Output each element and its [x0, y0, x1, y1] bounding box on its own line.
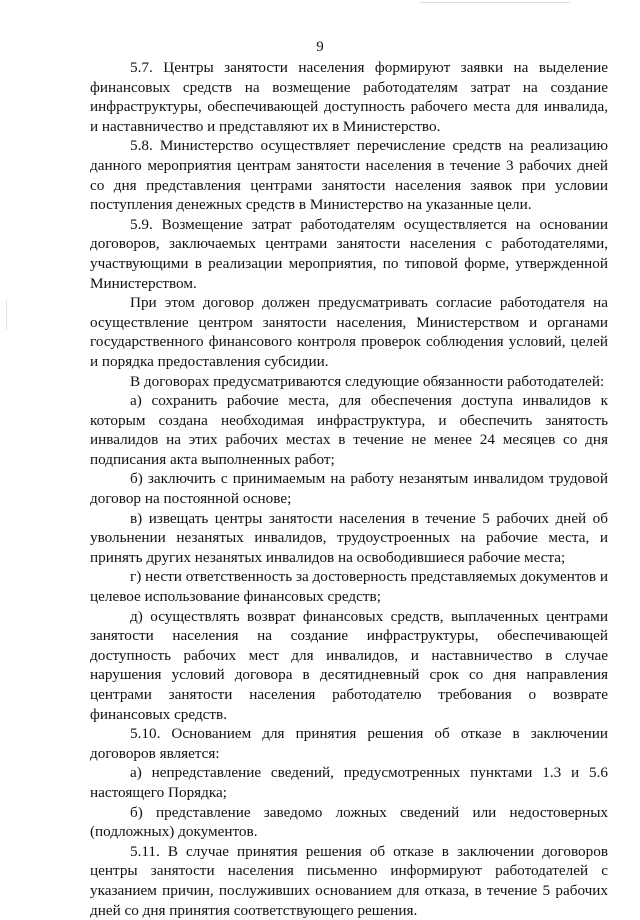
- list-item-a: а) сохранить рабочие места, для обеспечения доступа инвалидов к которым создана необходимая инфраструктура, и обеспечить занятость инвалидов на этих рабочих местах в течение не менее 24 месяцев со дня подписания акта выполненных работ;: [90, 392, 608, 468]
- list-item-b: б) заключить с принимаемым на работу незанятым инвалидом трудовой договор на постоянной основе;: [90, 470, 608, 508]
- paragraph-5-11: 5.11. В случае принятия решения об отказе в заключении договоров центры занятости населения письменно информируют работодателей с указанием причин, послуживших основанием для отказа, в течение 5 рабочих дней со дня принятия соответствующего решения.: [90, 842, 608, 919]
- refusal-reason-b: б) представление заведомо ложных сведений или недостоверных (подложных) документов.: [90, 803, 608, 841]
- paragraph-5-9: 5.9. Возмещение затрат работодателям осуществляется на основании договоров, заключаемых центрами занятости населения с работодателями, участвующими в реализации мероприятия, по типовой форме, утвержденной Министерством.: [90, 215, 608, 292]
- list-item-g: г) нести ответственность за достоверность представляемых документов и целевое использование финансовых средств;: [90, 568, 608, 606]
- paragraph-5-7: 5.7. Центры занятости населения формируют заявки на выделение финансовых средств на возмещение работодателям затрат на создание инфраструктуры, обеспечивающей доступность рабочего места для инвалида, и наставничество и представляют их в Министерство.: [90, 59, 608, 135]
- paragraph-5-8: 5.8. Министерство осуществляет перечисление средств на реализацию данного мероприятия центрам занятости населения в течение 3 рабочих дней со дня представления центрами занятости населения заявок при условии поступления денежных средств в Министерство на указанные цели.: [90, 137, 608, 214]
- paragraph-obligations-intro: В договорах предусматриваются следующие обязанности работодателей:: [130, 372, 605, 390]
- list-item-d: д) осуществлять возврат финансовых средств, выплаченных центрами занятости населения на создание инфраструктуры, обеспечивающей доступность рабочих мест для инвалидов, и наставничество в случае нарушения условий договора в десятидневный срок со дня направления центрами занятости населения работодателю требования о возврате финансовых средств.: [90, 607, 608, 723]
- scan-artifact-top: [420, 2, 570, 3]
- list-item-v: в) извещать центры занятости населения в течение 5 рабочих дней об увольнении незанятых инвалидов, трудоустроенных на рабочие места, и принять других незанятых инвалидов на освободившиеся рабочие места;: [90, 509, 608, 566]
- scan-artifact-left: [6, 300, 7, 330]
- paragraph-contract-consent: При этом договор должен предусматривать согласие работодателя на осуществление центром занятости населения, Министерством и органами государственного финансового контроля проверок соблюдения условий, целей и порядка предоставления субсидии.: [90, 294, 608, 370]
- refusal-reason-a: а) непредставление сведений, предусмотренных пунктами 1.3 и 5.6 настоящего Порядка;: [90, 764, 608, 801]
- page-number: 9: [316, 39, 324, 55]
- paragraph-5-10: 5.10. Основанием для принятия решения об отказе в заключении договоров является:: [90, 725, 608, 762]
- document-body: [90, 58, 608, 920]
